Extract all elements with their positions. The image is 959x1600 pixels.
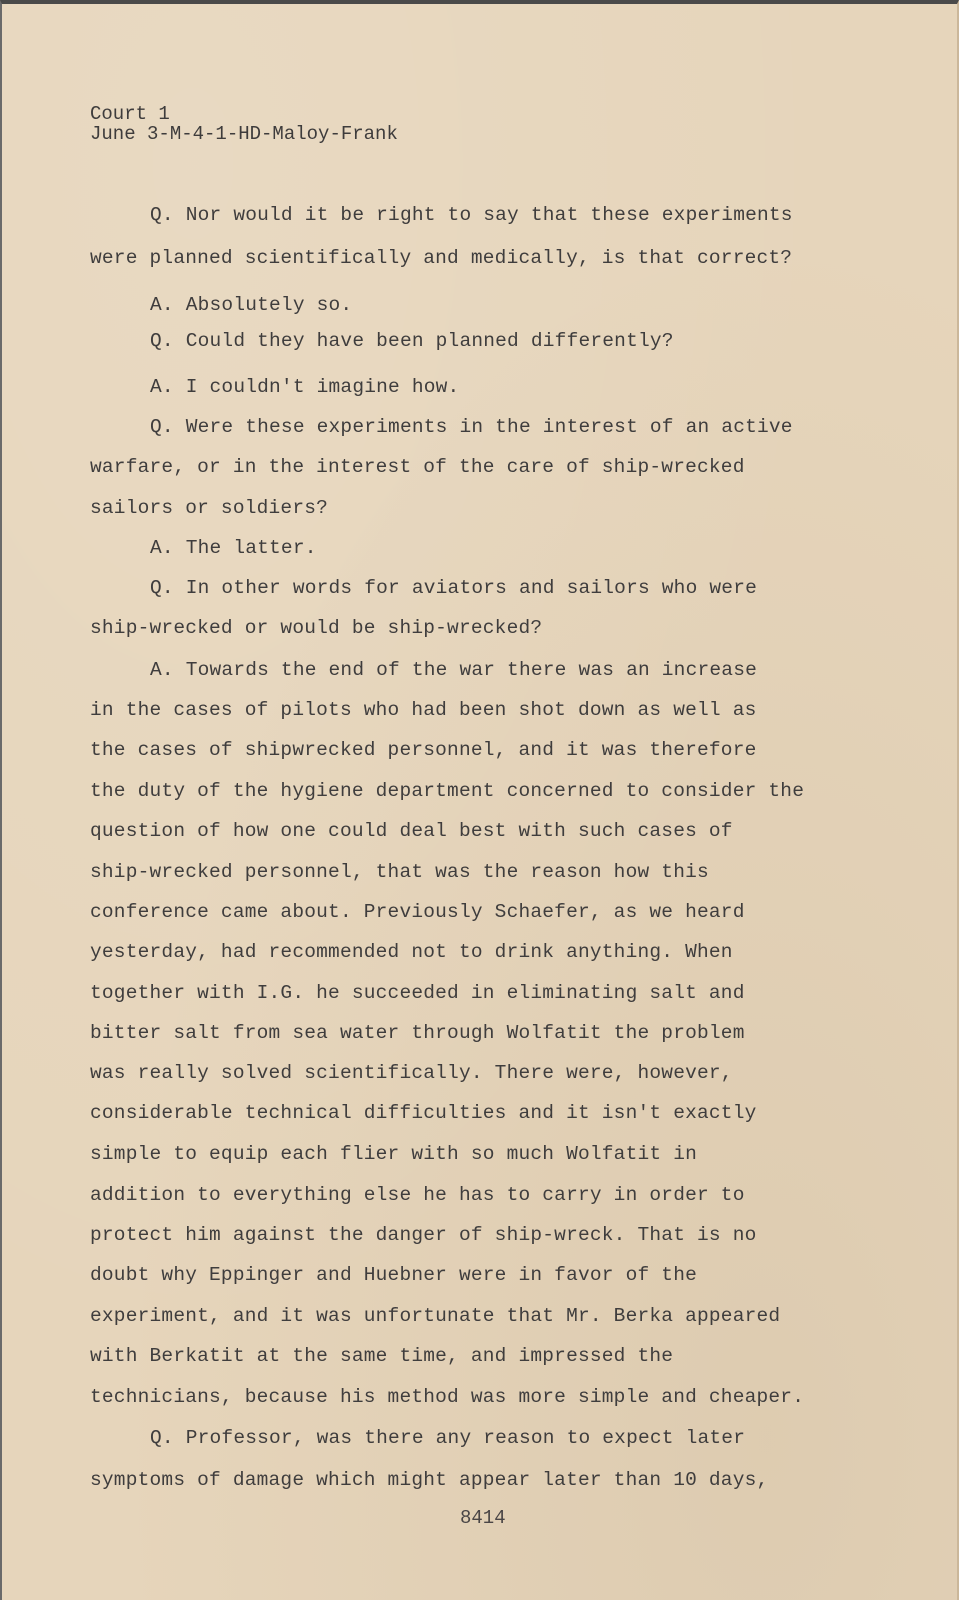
text-line: A. I couldn't imagine how. <box>150 376 460 398</box>
record-reference: June 3-M-4-1-HD-Maloy-Frank <box>90 123 398 145</box>
text-line: yesterday, had recommended not to drink anything. When <box>90 941 733 963</box>
text-line: the cases of shipwrecked personnel, and it was therefore <box>90 739 757 761</box>
text-line: Q. Professor, was there any reason to expect later <box>150 1427 746 1449</box>
court-label: Court 1 <box>90 103 170 125</box>
text-line: were planned scientifically and medically, is that correct? <box>90 247 793 269</box>
text-line: simple to equip each flier with so much Wolfatit in <box>90 1143 697 1165</box>
text-line: A. Towards the end of the war there was an increase <box>150 659 757 681</box>
text-line: doubt why Eppinger and Huebner were in favor of the <box>90 1264 697 1286</box>
text-line: sailors or soldiers? <box>90 497 329 519</box>
text-line: together with I.G. he succeeded in eliminating salt and <box>90 982 745 1004</box>
text-line: conference came about. Previously Schaefer, as we heard <box>90 901 745 923</box>
text-line: experiment, and it was unfortunate that Mr. Berka appeared <box>90 1305 781 1327</box>
text-line: A. The latter. <box>150 537 317 559</box>
text-line: question of how one could deal best with such cases of <box>90 820 733 842</box>
text-line: ship-wrecked or would be ship-wrecked? <box>90 617 543 639</box>
text-line: symptoms of damage which might appear later than 10 days, <box>90 1469 769 1491</box>
text-line: with Berkatit at the same time, and impressed the <box>90 1345 674 1367</box>
text-line: ship-wrecked personnel, that was the reason how this <box>90 861 709 883</box>
text-line: addition to everything else he has to carry in order to <box>90 1184 745 1206</box>
text-line: bitter salt from sea water through Wolfatit the problem <box>90 1022 745 1044</box>
text-line: in the cases of pilots who had been shot down as well as <box>90 699 757 721</box>
text-line: Q. Could they have been planned differently? <box>150 330 674 352</box>
text-line: warfare, or in the interest of the care of ship-wrecked <box>90 456 745 478</box>
text-line: protect him against the danger of ship-wreck. That is no <box>90 1224 757 1246</box>
header <box>90 104 398 144</box>
text-line: considerable technical difficulties and it isn't exactly <box>90 1102 757 1124</box>
text-line: technicians, because his method was more simple and cheaper. <box>90 1386 805 1408</box>
text-line: Q. Nor would it be right to say that these experiments <box>150 204 793 226</box>
text-line: the duty of the hygiene department concerned to consider the <box>90 780 805 802</box>
page-number: 8414 <box>460 1507 506 1529</box>
text-line: A. Absolutely so. <box>150 294 353 316</box>
text-line: Q. In other words for aviators and sailors who were <box>150 577 757 599</box>
text-line: Q. Were these experiments in the interest of an active <box>150 416 793 438</box>
text-line: was really solved scientifically. There were, however, <box>90 1062 733 1084</box>
